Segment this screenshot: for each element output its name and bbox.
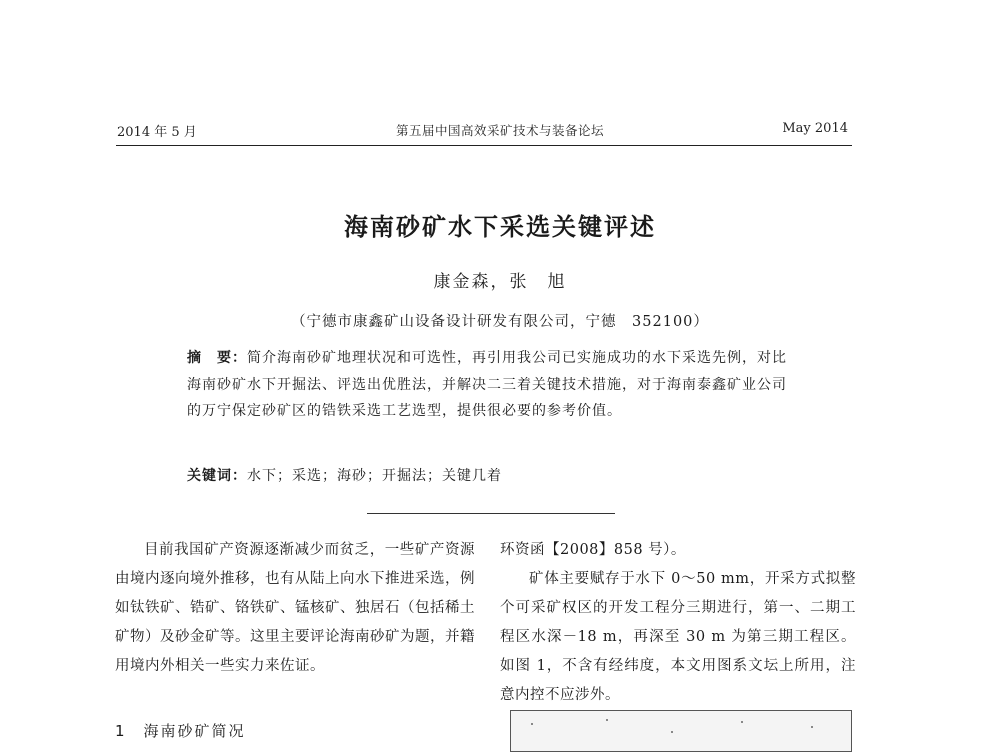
affiliation: （宁德市康鑫矿山设备设计研发有限公司，宁德 352100） (291, 314, 709, 330)
left-column (115, 536, 475, 681)
map-speck (531, 723, 533, 725)
right-column (500, 536, 856, 710)
header-rule (116, 145, 852, 146)
keywords-text: 水下；采选；海砂；开掘法；关键几着 (247, 468, 502, 484)
map-speck (811, 726, 813, 728)
map-speck (741, 721, 743, 723)
citation-continuation: 环资函【2008】858 号）。 (500, 542, 686, 558)
abstract-label: 摘 要： (187, 350, 247, 366)
abstract (187, 345, 787, 425)
header-date-en: May 2014 (782, 121, 848, 136)
authors: 康金森，张 旭 (433, 272, 567, 292)
header-conference: 第五届中国高效采矿技术与装备论坛 (395, 123, 604, 138)
abstract-text: 简介海南砂矿地理状况和可选性，再引用我公司已实施成功的水下采选先例，对比海南砂矿水下开掘法、评选出优胜法，并解决二三着关键技术措施，对于海南泰鑫矿业公司的万宁保定砂矿区的锆铁采选工艺选型，提供很必要的参考价值。 (187, 350, 787, 419)
header-date: 2014 年 5 月 (117, 125, 197, 140)
abstract-divider (367, 513, 615, 514)
map-speck (671, 731, 673, 733)
intro-paragraph: 目前我国矿产资源逐渐减少而贫乏，一些矿产资源由境内逐向境外推移，也有从陆上向水下推进采选，例如钛铁矿、锆矿、铬铁矿、锰核矿、独居石（包括稀土矿物）及砂金矿等。这里主要评论海南砂矿为题，并籍用境内外相关一些实力来佐证。 (115, 542, 475, 674)
section-heading: 1 海南砂矿简况 (115, 722, 246, 740)
keywords (187, 465, 787, 485)
orebody-paragraph: 矿体主要赋存于水下 0～50 mm，开采方式拟整个可采矿权区的开发工程分三期进行，第一、二期工程区水深－18 m，再深至 30 m 为第三期工程区。如图 1，不含有经纬度，本文用图系文坛上所用，注意内控不应涉外。 (500, 571, 856, 703)
keywords-label: 关键词： (187, 468, 247, 484)
paper-title: 海南砂矿水下采选关键评述 (344, 213, 656, 241)
figure-1-map (510, 710, 852, 752)
map-speck (606, 719, 608, 721)
